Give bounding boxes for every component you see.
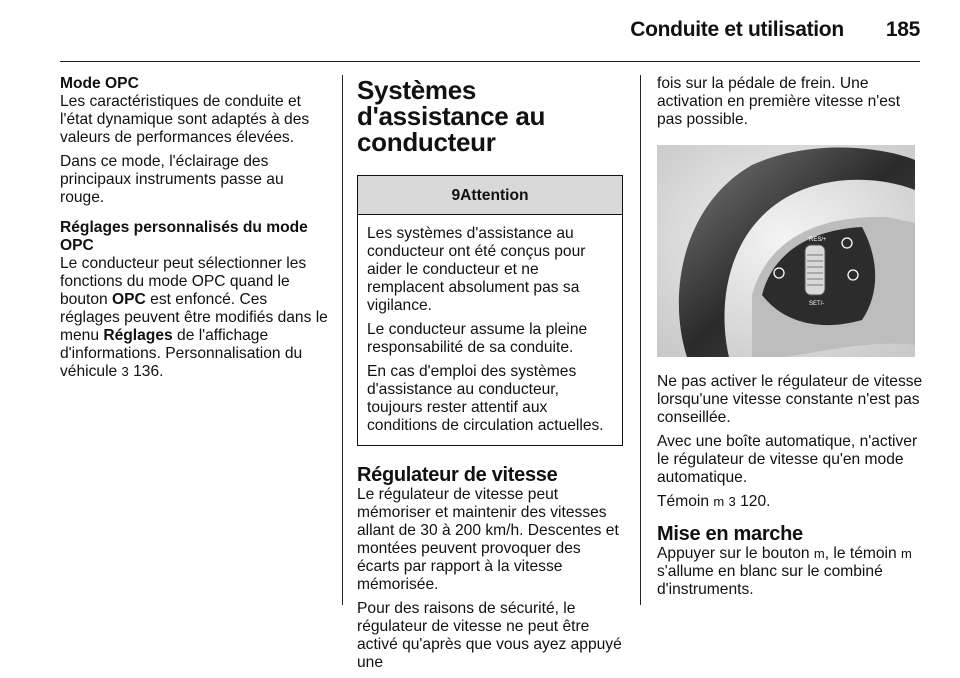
cruise-control-icon: m <box>813 546 825 561</box>
reglages-text-3: de l'affichage d'informations. Personnalisation du véhicule <box>60 327 303 380</box>
column-right <box>657 75 925 605</box>
temoin-label: Témoin <box>657 493 714 510</box>
section-heading: Systèmes d'assistance au conducteur <box>357 75 546 157</box>
attention-paragraph-3: En cas d'emploi des systèmes d'assistance au conducteur, toujours rester attentif aux conditions de circulation actuelles. <box>367 363 604 434</box>
mise-en-marche-heading: Mise en marche <box>657 523 803 545</box>
column-middle <box>357 75 623 678</box>
column-left <box>60 75 330 387</box>
page-number: 185 <box>885 18 920 41</box>
mise-text-3: s'allume en blanc sur le combiné d'instruments. <box>657 563 883 598</box>
set-label: SET/- <box>809 301 825 307</box>
header-rule <box>60 61 920 62</box>
cruise-paragraph-1: Le régulateur de vitesse peut mémoriser et maintenir des vitesses allant de 30 à 200 km/h. Descentes et montées peuvent provoquer des écarts par rapport à la vitesse mémorisée. <box>357 486 619 593</box>
reglages-text-2: est enfoncé. Ces réglages peuvent être modifiés dans le menu <box>60 291 328 344</box>
cruise-rocker-switch <box>805 245 825 295</box>
page-ref-link[interactable]: 136. <box>128 363 164 380</box>
reglages-menu-name: Réglages <box>103 327 173 344</box>
column-divider-left <box>342 75 343 605</box>
mise-text-2: , le témoin <box>824 545 902 562</box>
mode-opc-paragraph-2: Dans ce mode, l'éclairage des principaux instruments passe au rouge. <box>60 153 284 206</box>
reglages-text-1: Le conducteur peut sélectionner les fonctions du mode OPC quand le bouton <box>60 255 307 308</box>
mise-text-1: Appuyer sur le bouton <box>657 545 814 562</box>
temoin-paragraph <box>657 493 925 511</box>
attention-body <box>358 215 622 445</box>
steering-wheel-controls-image <box>657 145 915 357</box>
mise-en-marche-paragraph <box>657 545 925 599</box>
attention-paragraph-1: Les systèmes d'assistance au conducteur ont été conçus pour aider le conducteur et ne remplacent absolument pas sa vigilance. <box>367 225 586 314</box>
cruise-control-icon: m <box>901 546 912 561</box>
header-title: Conduite et utilisation <box>630 18 844 41</box>
mode-opc-heading: Mode OPC <box>60 75 139 92</box>
reglages-heading: Réglages personnalisés du mode OPC <box>60 219 308 254</box>
no-activate-paragraph: Ne pas activer le régulateur de vitesse lorsqu'une vitesse constante n'est pas conseillée. <box>657 373 923 426</box>
res-label: RES/+ <box>809 237 827 243</box>
mode-opc-paragraph-1: Les caractéristiques de conduite et l'état dynamique sont adaptés à des valeurs de performances élevées. <box>60 93 310 146</box>
warning-triangle-icon: 9 <box>451 187 461 204</box>
attention-paragraph-2: Le conducteur assume la pleine responsabilité de sa conduite. <box>367 321 588 356</box>
opc-button-name: OPC <box>112 291 146 308</box>
reglages-paragraph <box>60 255 330 381</box>
page-ref-arrow-icon: 3 <box>728 494 736 509</box>
page-ref-arrow-icon: 3 <box>121 364 129 379</box>
attention-header <box>358 176 622 215</box>
attention-box <box>357 175 623 446</box>
page-header <box>630 18 920 42</box>
cruise-paragraph-2: Pour des raisons de sécurité, le régulateur de vitesse ne peut être activé qu'après que vous ayez appuyé une <box>357 600 622 671</box>
column-divider-right <box>640 75 641 605</box>
cruise-control-heading: Régulateur de vitesse <box>357 464 558 486</box>
attention-label: Attention <box>460 187 529 204</box>
cruise-control-icon: m <box>713 494 725 509</box>
continued-paragraph: fois sur la pédale de frein. Une activation en première vitesse n'est pas possible. <box>657 75 901 128</box>
automatic-paragraph: Avec une boîte automatique, n'activer le régulateur de vitesse qu'en mode automatique. <box>657 433 918 486</box>
temoin-page-ref[interactable]: 120. <box>735 493 771 510</box>
